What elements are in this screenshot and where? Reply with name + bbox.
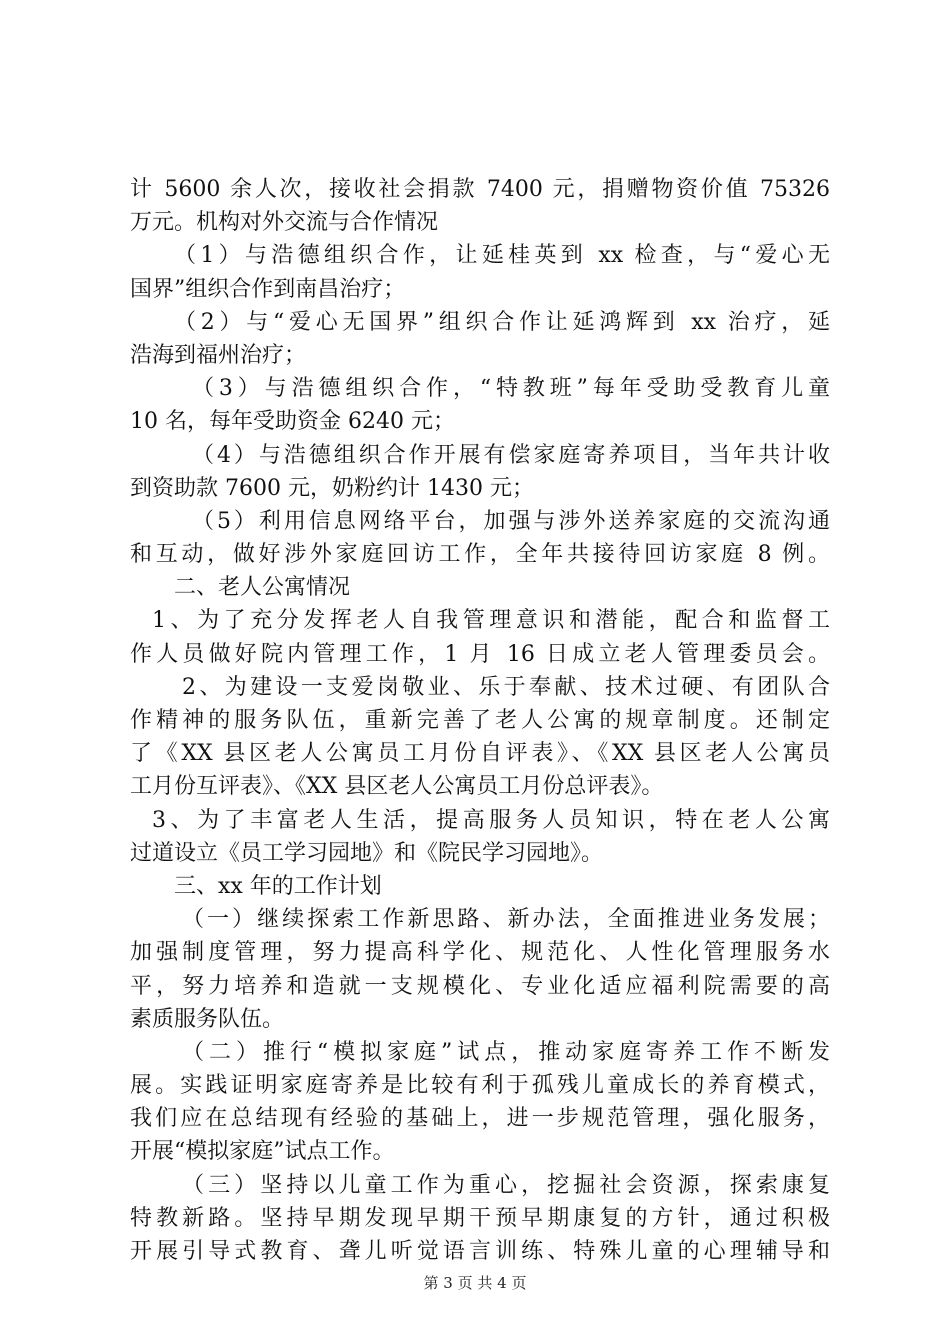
text-line: （1）与浩德组织合作，让延桂英到 xx 检查，与“爱心无 bbox=[174, 243, 830, 269]
text-line: 工月份互评表》、《XX 县区老人公寓员工月份总评表》。 bbox=[130, 774, 664, 800]
text-line: （三）坚持以儿童工作为重心，挖掘社会资源，探索康复 bbox=[182, 1172, 830, 1198]
text-line: （2）与“爱心无国界”组织合作让延鸿辉到 xx 治疗，延 bbox=[174, 309, 830, 335]
text-line: 了《XX 县区老人公寓员工月份自评表》、《XX 县区老人公寓员 bbox=[130, 741, 830, 767]
text-line: （5）利用信息网络平台，加强与涉外送养家庭的交流沟通 bbox=[192, 508, 830, 534]
text-line: （3）与浩德组织合作，“特教班”每年受助受教育儿童 bbox=[192, 376, 830, 402]
text-line: 作人员做好院内管理工作，1 月 16 日成立老人管理委员会。 bbox=[130, 641, 830, 667]
text-line: （一）继续探索工作新思路、新办法，全面推进业务发展； bbox=[182, 907, 830, 933]
section-heading: 三、xx 年的工作计划 bbox=[174, 873, 382, 899]
text-line: 平，努力培养和造就一支规模化、专业化适应福利院需要的高 bbox=[130, 973, 830, 999]
page-number-footer: 第 3 页 共 4 页 bbox=[423, 1274, 527, 1292]
text-line: 国界”组织合作到南昌治疗； bbox=[130, 276, 406, 302]
text-line: 过道设立《员工学习园地》和《院民学习园地》。 bbox=[130, 840, 604, 866]
text-line: （4）与浩德组织合作开展有偿家庭寄养项目，当年共计收 bbox=[192, 442, 830, 468]
text-line: 1、为了充分发挥老人自我管理意识和潜能，配合和监督工 bbox=[152, 608, 830, 634]
text-line: 10 名，每年受助资金 6240 元； bbox=[130, 409, 455, 435]
document-body bbox=[130, 173, 830, 1268]
text-line: 万元。机构对外交流与合作情况 bbox=[130, 210, 439, 236]
text-line: 素质服务队伍。 bbox=[130, 1006, 285, 1032]
text-line: 2、为建设一支爱岗敬业、乐于奉献、技术过硬、有团队合 bbox=[182, 674, 830, 700]
text-line: 展。实践证明家庭寄养是比较有利于孤残儿童成长的养育模式， bbox=[130, 1073, 830, 1099]
text-line: 作精神的服务队伍，重新完善了老人公寓的规章制度。还制定 bbox=[130, 708, 830, 733]
text-line: 和互动，做好涉外家庭回访工作，全年共接待回访家庭 8 例。 bbox=[130, 542, 830, 568]
text-line: 计 5600 余人次，接收社会捐款 7400 元，捐赠物资价值 75326 bbox=[130, 177, 830, 202]
text-line: 浩海到福州治疗； bbox=[130, 342, 307, 368]
text-line: 到资助款 7600 元，奶粉约计 1430 元； bbox=[130, 475, 534, 501]
section-heading: 二、老人公寓情况 bbox=[174, 575, 351, 601]
text-line: 开展“模拟家庭”试点工作。 bbox=[130, 1139, 395, 1165]
text-line: 我们应在总结现有经验的基础上，进一步规范管理，强化服务， bbox=[130, 1106, 830, 1132]
text-line: 3、为了丰富老人生活，提高服务人员知识，特在老人公寓 bbox=[152, 807, 830, 833]
text-line: （二）推行“模拟家庭”试点，推动家庭寄养工作不断发 bbox=[182, 1039, 830, 1065]
text-line: 特教新路。坚持早期发现早期干预早期康复的方针，通过积极 bbox=[130, 1205, 830, 1231]
text-line: 开展引导式教育、聋儿听觉语言训练、特殊儿童的心理辅导和 bbox=[130, 1239, 830, 1264]
text-line: 加强制度管理，努力提高科学化、规范化、人性化管理服务水 bbox=[130, 940, 830, 966]
